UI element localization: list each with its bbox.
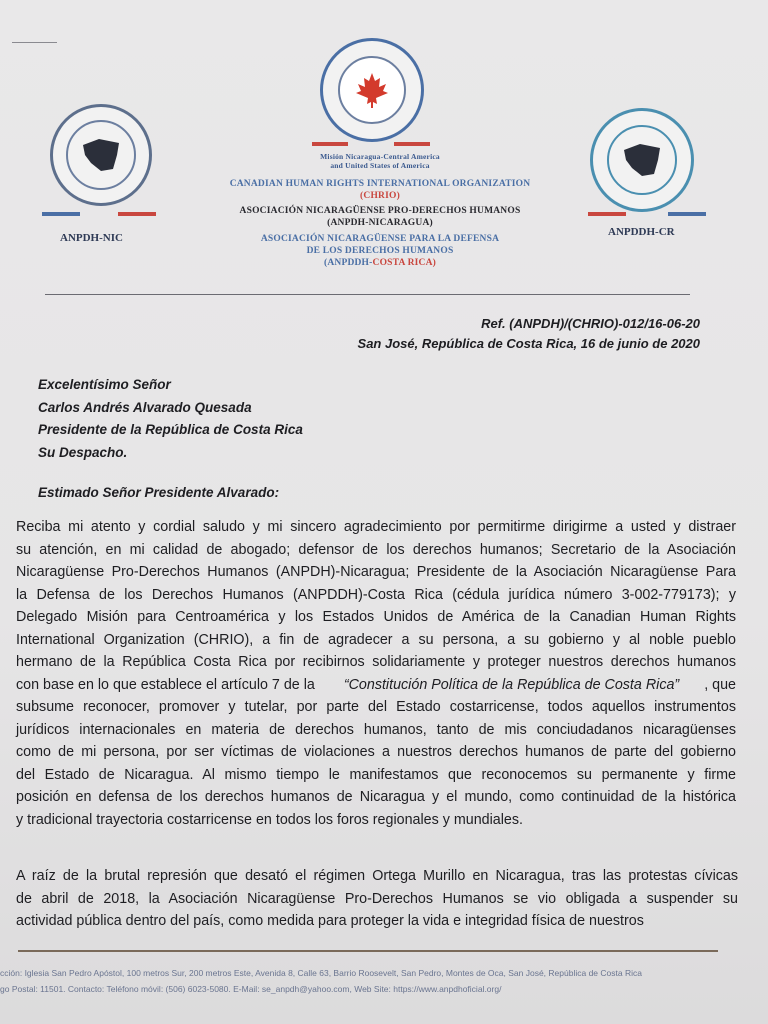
text-line: actividad pública dentro del país, como medida para proteger la vida e integridad física de nuestros: [16, 913, 644, 929]
text-line: A raíz de la brutal represión que desató el régimen Ortega Murillo en Nicaragua, tras las protestas cívicas: [16, 868, 738, 884]
text-line: Reciba mi atento y cordial saludo y mi sincero agradecimiento por permitirme dirigirme a usted y distraer: [16, 519, 736, 535]
text-line: International Organization (CHRIO), a fin de agradecer a su persona, a su gobierno y al noble pueblo: [16, 631, 736, 648]
anpddh-cr-seal: [590, 108, 694, 212]
text-line: de abril de 2018, la Asociación Nicaragüense Pro-Derechos Humanos se vio obligada a suspender su: [16, 890, 738, 907]
left-org-label: ANPDH-NIC: [60, 232, 123, 244]
place-date: San José, República de Costa Rica, 16 de junio de 2020: [357, 336, 700, 351]
mission-line1: Misión Nicaragua-Central America: [320, 152, 440, 161]
mission-line2: and United States of America: [330, 161, 430, 170]
text-line: jurídicos internacionales en materia de derechos humanos, tanto de mis conciudadanos nicaragüenses: [16, 721, 736, 738]
anpdh-name: ASOCIACIÓN NICARAGÜENSE PRO-DERECHOS HUMANOS: [239, 206, 521, 216]
chrio-abbr: (CHRIO): [360, 191, 400, 201]
text-line: su atención, en mi calidad de abogado; defensor de los derechos humanos; Secretario de la Asociación: [16, 541, 736, 558]
text-line: Nicaragüense Pro-Derechos Humanos (ANPDH)-Nicaragua; Presidente de la Asociación Nicaragüense Para: [16, 564, 736, 580]
text-segment: con base en lo que establece el artículo 7 de la: [16, 676, 319, 693]
right-org-label: ANPDDH-CR: [608, 226, 675, 238]
addressee-line: Excelentísimo Señor: [38, 377, 171, 392]
chrio-seal: [320, 38, 424, 142]
chrio-name: CANADIAN HUMAN RIGHTS INTERNATIONAL ORGANIZATION: [229, 179, 531, 189]
salutation: Estimado Señor Presidente Alvarado:: [38, 485, 280, 500]
reference: Ref. (ANPDH)/(CHRIO)-012/16-06-20: [481, 316, 700, 331]
addressee-line: Presidente de la República de Costa Rica: [38, 422, 303, 437]
addressee: [38, 374, 303, 464]
anpddh-abbr: [190, 257, 570, 269]
text-line: como de mi persona, por ser víctimas de violaciones a nuestros derechos humanos de parte del gobierno: [16, 744, 736, 760]
anpdh-abbr: (ANPDH-NICARAGUA): [327, 218, 433, 228]
footer-contact: go Postal: 11501. Contacto: Teléfono móvil: (506) 6023-5080. E-Mail: se_anpdh@yahoo.com, Web Site: https://www.anpdhoficial.org/: [0, 984, 502, 994]
footer-divider: [18, 950, 718, 952]
paragraph-2: [16, 865, 738, 933]
text-line: y tradicional trayectoria costarricense en todos los foros regionales y mundiales.: [16, 811, 523, 828]
maple-leaf-icon: [352, 70, 392, 110]
anpddh-abbr-b: COSTA RICA): [372, 258, 437, 268]
text-line: hermano de la República Costa Rica por recibirnos solidariamente y proteger nuestros derechos humanos: [16, 654, 736, 670]
text-line: posición en defensa de los derechos humanos de Nicaragua y el mundo, como continuidad de la histórica: [16, 789, 736, 805]
footer-address: cción: Iglesia San Pedro Apóstol, 100 metros Sur, 200 metros Este, Avenida 8, Calle 63, Barrio Roosevelt, San Pedro, Montes de Oca, San José, República de Costa Rica: [0, 968, 642, 978]
paragraph-1: [16, 516, 736, 831]
text-line: [16, 674, 736, 697]
anpddh-name-2: DE LOS DERECHOS HUMANOS: [306, 246, 454, 256]
anpddh-name-1: ASOCIACIÓN NICARAGÜENSE PARA LA DEFENSA: [260, 234, 500, 244]
addressee-line: Su Despacho.: [38, 444, 128, 460]
nicaragua-map-icon: [620, 140, 664, 180]
text-segment: , que: [704, 676, 736, 693]
constitution-title: “Constitución Política de la República de Costa Rica”: [343, 676, 680, 693]
header-divider: [45, 294, 690, 295]
text-line: Delegado Misión para Centroamérica y los Estados Unidos de América de la Canadian Human Rights: [16, 609, 736, 625]
nicaragua-map-icon: [79, 135, 123, 175]
top-mark: [12, 42, 57, 43]
text-line: la Defensa de los Derechos Humanos (ANPDDH)-Costa Rica (cédula jurídica número 3-002-779173); y: [16, 586, 736, 603]
addressee-line: Carlos Andrés Alvarado Quesada: [38, 399, 252, 415]
text-line: del Estado de Nicaragua. Al mismo tiempo le manifestamos que reconocemos su permanente y firme: [16, 766, 736, 783]
text-line: subsume reconocer, promover y tutelar, por parte del Estado costarricense, todos aquellos instrumentos: [16, 699, 736, 715]
anpdh-nic-seal: [50, 104, 152, 206]
anpddh-abbr-a: (ANPDDH-: [323, 258, 373, 268]
